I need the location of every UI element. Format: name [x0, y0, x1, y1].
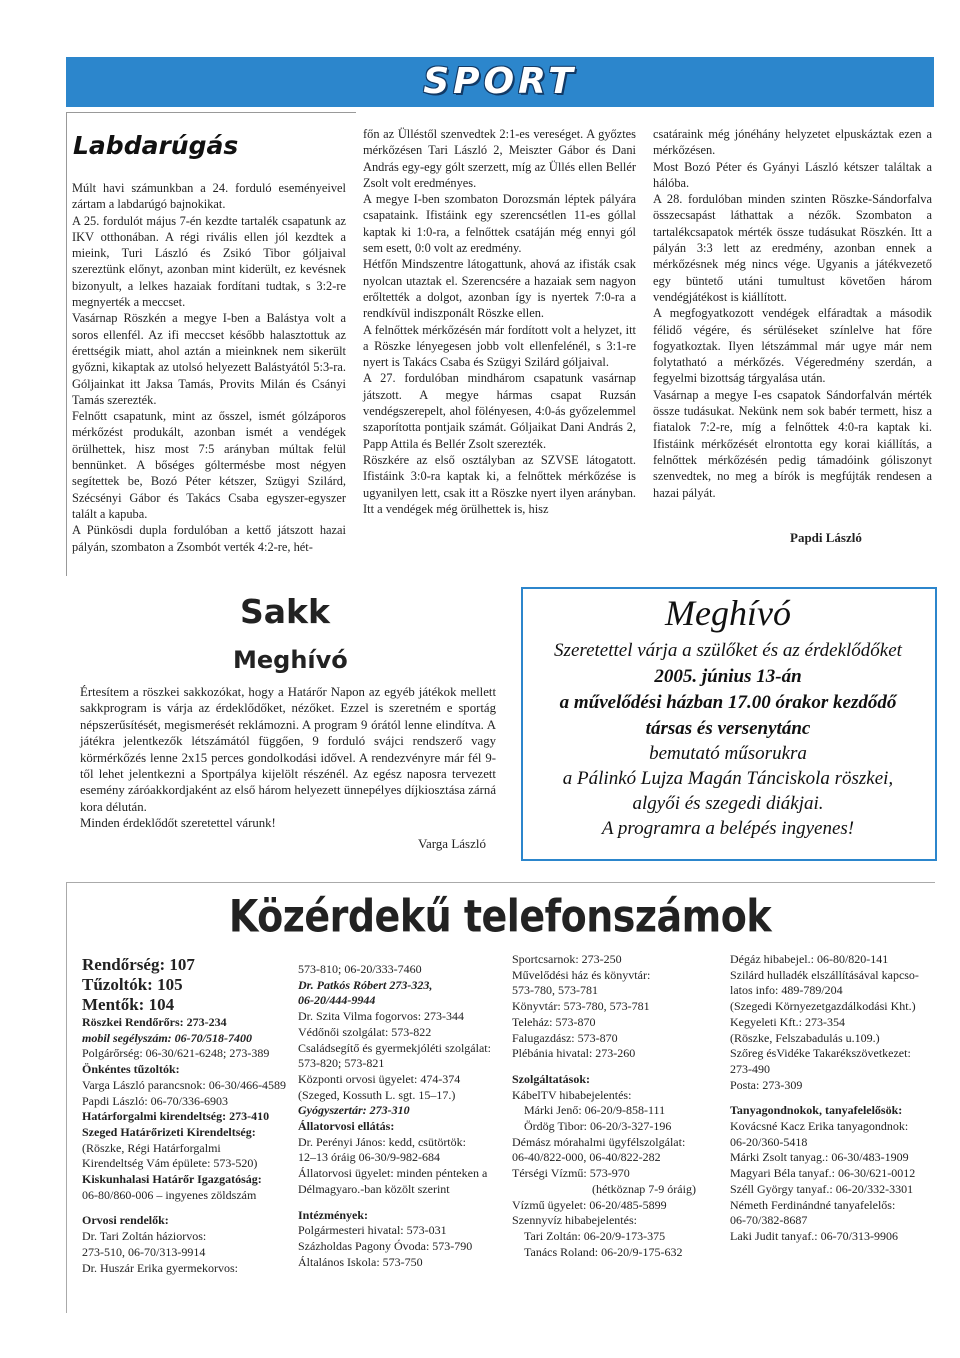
- paragraph: Most Bozó Péter és Gyányi László kétszer találtak a hálóba.: [653, 159, 932, 190]
- list-item: 06-40/822-000, 06-40/822-282: [512, 1150, 661, 1165]
- list-item: (Szegedi Környezetgazdálkodási Kht.): [730, 999, 916, 1014]
- list-item: Kegyeleti Kft.: 273-354: [730, 1014, 845, 1029]
- list-item: Magyari Béla tanyaf.: 06-30/621-0012: [730, 1166, 916, 1181]
- list-item: 06-20/360-5418: [730, 1134, 808, 1149]
- list-heading: Állatorvosi ellátás:: [298, 1119, 395, 1134]
- list-item: Művelődési ház és könyvtár:: [512, 967, 651, 982]
- list-item: Védőnői szolgálat: 573-822: [298, 1024, 432, 1039]
- list-item: Röszkei Rendőrőrs: 273-234: [82, 1015, 227, 1029]
- telefon-column-3: [512, 952, 696, 1260]
- list-item: (Röszke, Régi Határforgalmi: [82, 1140, 221, 1155]
- list-item: (hétköznap 7-9 óráig): [592, 1181, 696, 1196]
- sakk-body: [80, 684, 496, 832]
- paragraph: A 27. fordulóban mindhárom csapatunk vasárnap játszott. A megye hármas csapat Ruzsán vendégszerepelt, ahol fölényesen, 4:0-ás győzelemmel szaporította pontjaik számát. Góljaikat Dani András 2, Papp Attila és Bellér Zsolt szerezték.: [363, 371, 636, 451]
- list-item: Sportcsarnok: 273-250: [512, 952, 622, 966]
- list-item: Szilárd hulladék elszállításával kapcso-: [730, 967, 919, 982]
- list-item: 06-80/860-006 – ingyenes zöldszám: [82, 1187, 257, 1202]
- meghivo-line: algyői és szegedi diákjai.: [632, 793, 824, 814]
- paragraph: A megye I-ben szombaton Dorozsmán léptek pályára csapataink. Ifistáink egy szerencsétlen 11-es góllal kaptak ki 1:0-ra, a felnőttek csatáján még ennyi gól sem esett, 0:0 volt az eredmény.: [363, 192, 636, 256]
- list-item: Dégáz hibabejel.: 06-80/820-141: [730, 952, 889, 966]
- meghivo-title: Meghívó: [665, 593, 791, 633]
- list-item: Ördög Tibor: 06-20/3-327-196: [524, 1119, 672, 1134]
- meghivo-line: Szeretettel várja a szülőket és az érdeklődőket: [554, 640, 902, 661]
- emergency-number: Mentők: 104: [82, 995, 175, 1014]
- list-item: 573-780, 573-781: [512, 983, 598, 998]
- telefon-column-2: [298, 962, 491, 1270]
- list-item: Dr. Huszár Erika gyermekorvos:: [82, 1260, 238, 1275]
- list-item: Családsegítő és gyermekjóléti szolgálat:: [298, 1040, 491, 1055]
- list-heading: Szeged Határőrizeti Kirendeltség:: [82, 1124, 256, 1139]
- paragraph: A felnőttek mérkőzésén már fordított volt a helyzet, itt a Röszke lényegesen jobb volt ellenfelénél, s 3:1-re nyert is Takács Csaba és Szügyi Szilárd góljaival.: [363, 322, 636, 370]
- list-item: (Röszke, Felszabadulás u.109.): [730, 1030, 880, 1045]
- emergency-number: Tűzoltók: 105: [82, 975, 183, 994]
- list-item: Központi orvosi ügyelet: 474-374: [298, 1071, 461, 1086]
- list-item: 06-70/382-8687: [730, 1213, 808, 1228]
- telefon-column-1: [82, 955, 286, 1276]
- meghivo-line: társas és versenytánc: [645, 718, 811, 739]
- paragraph: A 25. fordulót május 7-én kezdte tartalék csapatunk az IKV otthonában. A régi rivális ellen jól kezdtek a mieink, Turi László és Zsikó Tibor góljaival szereztünk előnyt, azonban mint kiderült, ez kevésnek bizonyult, a lelkes hazaiak fordítani tudtak, s 3:2-re megnyerték a meccset.: [72, 213, 346, 310]
- labdarugas-column-3: [653, 126, 932, 501]
- list-item: KábelTV hibabejelentés:: [512, 1087, 632, 1102]
- list-item: Állatorvosi ügyelet: minden pénteken a: [298, 1166, 488, 1181]
- paragraph: Múlt havi számunkban a 24. forduló eseményeivel zártam a labdarúgó bajnokikat.: [72, 181, 346, 212]
- list-item: Százholdas Pagony Óvoda: 573-790: [298, 1238, 473, 1253]
- meghivo-date: 2005. június 13-án: [654, 666, 802, 687]
- list-item: Varga László parancsnok: 06-30/466-4589: [82, 1077, 287, 1092]
- list-item: Plébánia hivatal: 273-260: [512, 1046, 636, 1061]
- paragraph: főn az Ülléstől szenvedtek 2:1-es vereséget. A győztes mérkőzésen Tari László 2, Meiszter Gábor és Dani András egy-egy gólt szerzett, míg az Üllés ellen Bellér Zsolt volt eredményes.: [363, 127, 636, 190]
- list-item: mobil segélyszám: 06-70/518-7400: [82, 1030, 252, 1045]
- paragraph: Vasárnap Röszkén a megye I-ben a Balástya volt a soros ellenfél. Az ifi meccset később halasztottuk az érettségik miatt, ahol aztán a mieinknek nem sikerült győzni, kikaptak az utolsó helyezett Balástyától 5:3-ra. Góljainkat itt Jaksa Tamás, Provits Milán és Csányi Tamás szerezték.: [72, 311, 346, 407]
- list-item: Márki Zsolt tanyag.: 06-30/483-1909: [730, 1150, 909, 1165]
- paragraph: Értesítem a röszkei sakkozókat, hogy a Határőr Napon az egyéb játékok mellett sakkprogram is várja az érdeklődőket, nézőket. Ezzel is szeretném e sportág népszerűsítését, megismerését reklámozni. A program 9 órától lenne elindítva. A játékra jelentkezők létszámától függően, 9 forduló svájci rendszerő vagy körmérkőzés lenne 2x15 perces gondolkodási idővel. A rendezvényre már fél 9-től lehet jelentkezni a Sportpálya kijelölt részénél. Az egész naposra tervezett esemény záróakkordjaként az első három helyezett ünnepélyes díjkiosztása zárná kora délután.: [80, 685, 496, 814]
- list-item: Tanács Roland: 06-20/9-175-632: [524, 1244, 683, 1259]
- sport-banner: [66, 57, 934, 107]
- list-item: Térségi Vízmű: 573-970: [512, 1166, 630, 1181]
- list-item: Tari Zoltán: 06-20/9-173-375: [524, 1228, 666, 1243]
- list-heading: Önkéntes tűzoltók:: [82, 1062, 180, 1077]
- list-item: Dr. Patkós Róbert 273-323,: [298, 977, 433, 992]
- meghivo-line: bemutató műsorukra: [649, 743, 807, 764]
- list-item: Szőreg ésVidéke Takarékszövetkezet:: [730, 1046, 911, 1061]
- sakk-title: Sakk: [240, 592, 330, 631]
- emergency-number: Rendőrség: 107: [82, 955, 195, 974]
- paragraph: A Pünkösdi dupla fordulóban a kettő játszott hazai pályán, szombaton a Zsombót verték 4:2-re, hét-: [72, 523, 346, 554]
- meghivo-line: A programra a belépés ingyenes!: [601, 818, 855, 839]
- meghivo-line: a művelődési házban 17.00 órakor kezdődő: [559, 692, 897, 713]
- paragraph: A 28. fordulóban minden szinten Röszke-Sándorfalva összecsapást láthattak a nézők. Szombaton a tartalékcsapatok mérték össze tudásukat Röszkén. Itt a pályán 3:3 lett az eredmény, azonban ennek a mérkőzésnek még nincs vége. Ugyanis a játékvezető egy büntető utáni tumultust követően három vendégjátékost is kiállított.: [653, 192, 932, 304]
- list-item: Kirendeltség Vám épülete: 573-520): [82, 1156, 258, 1171]
- list-item: (Szeged, Kossuth L. sgt. 15–17.): [298, 1087, 456, 1102]
- labdarugas-title: Labdarúgás: [73, 131, 239, 160]
- paragraph: Hétfőn Mindszentre látogattunk, ahová az ifisták csak nyolcan utaztak el. Szerencsére a hazaiak sem nagyon erőltették a dolgot, azonban így is nyertek 7:0-ra a rendkívül indiszponált Röszke ellen.: [363, 257, 636, 321]
- paragraph: Vasárnap a megye I-es csapatok Sándorfalván mérték össze tudásukat. Nekünk nem sok babér termett, hisz a fiatalok 7:2-re, míg a felnőttek 4:0-ra kaptak ki. Ifistáink mérkőzését elrontotta egy korai kiállítás, a felnőttek mérkőzésén pedig támadóink góliszonyt szenvedtek, no meg a bírók is megfújták rendesen a hazai pályát.: [653, 387, 932, 500]
- list-item: Teleház: 573-870: [512, 1014, 596, 1029]
- paragraph: Minden érdeklődőt szeretettel várunk!: [80, 816, 276, 831]
- list-item: Dr. Perényi János: kedd, csütörtök:: [298, 1134, 466, 1149]
- sakk-subtitle: Meghívó: [233, 646, 348, 674]
- list-item: Könyvtár: 573-780, 573-781: [512, 999, 650, 1014]
- list-item: Papdi László: 06-70/336-6903: [82, 1093, 228, 1108]
- list-item: Határforgalmi kirendeltség: 273-410: [82, 1109, 270, 1124]
- list-item: Dr. Szita Vilma fogorvos: 273-344: [298, 1009, 465, 1024]
- telefonszamok-title: Közérdekű telefonszámok: [228, 890, 772, 942]
- telefon-column-4: [730, 952, 919, 1245]
- list-item: Gyógyszertár: 273-310: [298, 1103, 410, 1118]
- list-heading: Kiskunhalasi Határőr Igazgatóság:: [82, 1172, 262, 1187]
- list-item: Németh Ferdinándné tanyafelelős:: [730, 1197, 896, 1212]
- list-item: Laki Judit tanyaf.: 06-70/313-9906: [730, 1228, 898, 1243]
- list-item: Márki Jenő: 06-20/9-858-111: [524, 1103, 666, 1118]
- list-item: Szennyvíz hibabejelentés:: [512, 1213, 637, 1228]
- list-item: 573-810; 06-20/333-7460: [298, 962, 422, 976]
- list-item: Dr. Tari Zoltán háziorvos:: [82, 1229, 207, 1244]
- list-item: Vízmű ügyelet: 06-20/485-5899: [512, 1197, 667, 1212]
- list-item: 06-20/444-9944: [298, 993, 376, 1008]
- list-heading: Szolgáltatások:: [512, 1071, 590, 1086]
- list-item: Posta: 273-309: [730, 1077, 803, 1092]
- sakk-signature: Varga László: [418, 836, 486, 851]
- labdarugas-signature: Papdi László: [790, 530, 862, 545]
- list-item: 273-490: [730, 1061, 770, 1076]
- paragraph: Röszkére az első osztályban az SZVSE látogatott. Ifistáink 3:0-ra kaptak ki, a felnőttek mérkőzése is ugyanilyen lett, csak itt a Röszke nyert ilyen arányban. Itt a vendégek még örülhettek is, hisz: [363, 452, 636, 516]
- list-heading: Intézmények:: [298, 1207, 368, 1222]
- list-item: Általános Iskola: 573-750: [298, 1254, 423, 1269]
- list-item: Falugazdász: 573-870: [512, 1030, 618, 1045]
- list-item: Széll György tanyaf.: 06-20/332-3301: [730, 1181, 914, 1196]
- list-item: Démász mórahalmi ügyfélszolgálat:: [512, 1134, 686, 1149]
- labdarugas-column-2: [363, 126, 636, 517]
- paragraph: A megfogyatkozott vendégek elfáradtak a második félidő végére, és sérüléseket színlelve hat főre fogyatkoztak. Ilyen létszámmal már ugye már nem folytatható a mérkőzés. Végeredmény szerdán, a fegyelmi bizottság tárgyalása után.: [653, 306, 932, 386]
- list-item: 573-820; 573-821: [298, 1056, 385, 1071]
- list-item: 273-510, 06-70/313-9914: [82, 1244, 206, 1259]
- list-item: Délmagyaro.-ban közölt szerint: [298, 1181, 450, 1196]
- list-item: latos info: 489-789/204: [730, 983, 843, 998]
- paragraph: csatáraink még jónéhány helyzetet elpuskáztak ezen a mérkőzésen.: [653, 127, 932, 158]
- paragraph: Felnőtt csapatunk, mint az ősszel, ismét gólzáporos mérkőzést produkált, azonban ismét a vendégek örülhettek, hisz most 7:5 arányban múltak felül bennünket. A bőséges góltermésbe most négyen segítettek be, Bozó Péter kétszer, Szügyi Szilárd, Szécsényi Gábor és Takács Csaba egyszer-egyszer talált a kapuba.: [72, 409, 346, 521]
- list-item: 12–13 óráig 06-30/9-982-684: [298, 1150, 440, 1165]
- list-heading: Orvosi rendelők:: [82, 1213, 169, 1228]
- list-heading: Tanyagondnokok, tanyafelelősök:: [730, 1103, 903, 1118]
- list-item: Polgárőrség: 06-30/621-6248; 273-389: [82, 1046, 270, 1061]
- sport-banner-title: SPORT: [423, 61, 577, 102]
- labdarugas-column-1: [72, 180, 346, 555]
- meghivo-line: a Pálinkó Lujza Magán Tánciskola röszkei,: [562, 768, 894, 789]
- list-item: Polgármesteri hivatal: 573-031: [298, 1223, 447, 1238]
- list-item: Kovácsné Kacz Erika tanyagondnok:: [730, 1119, 909, 1134]
